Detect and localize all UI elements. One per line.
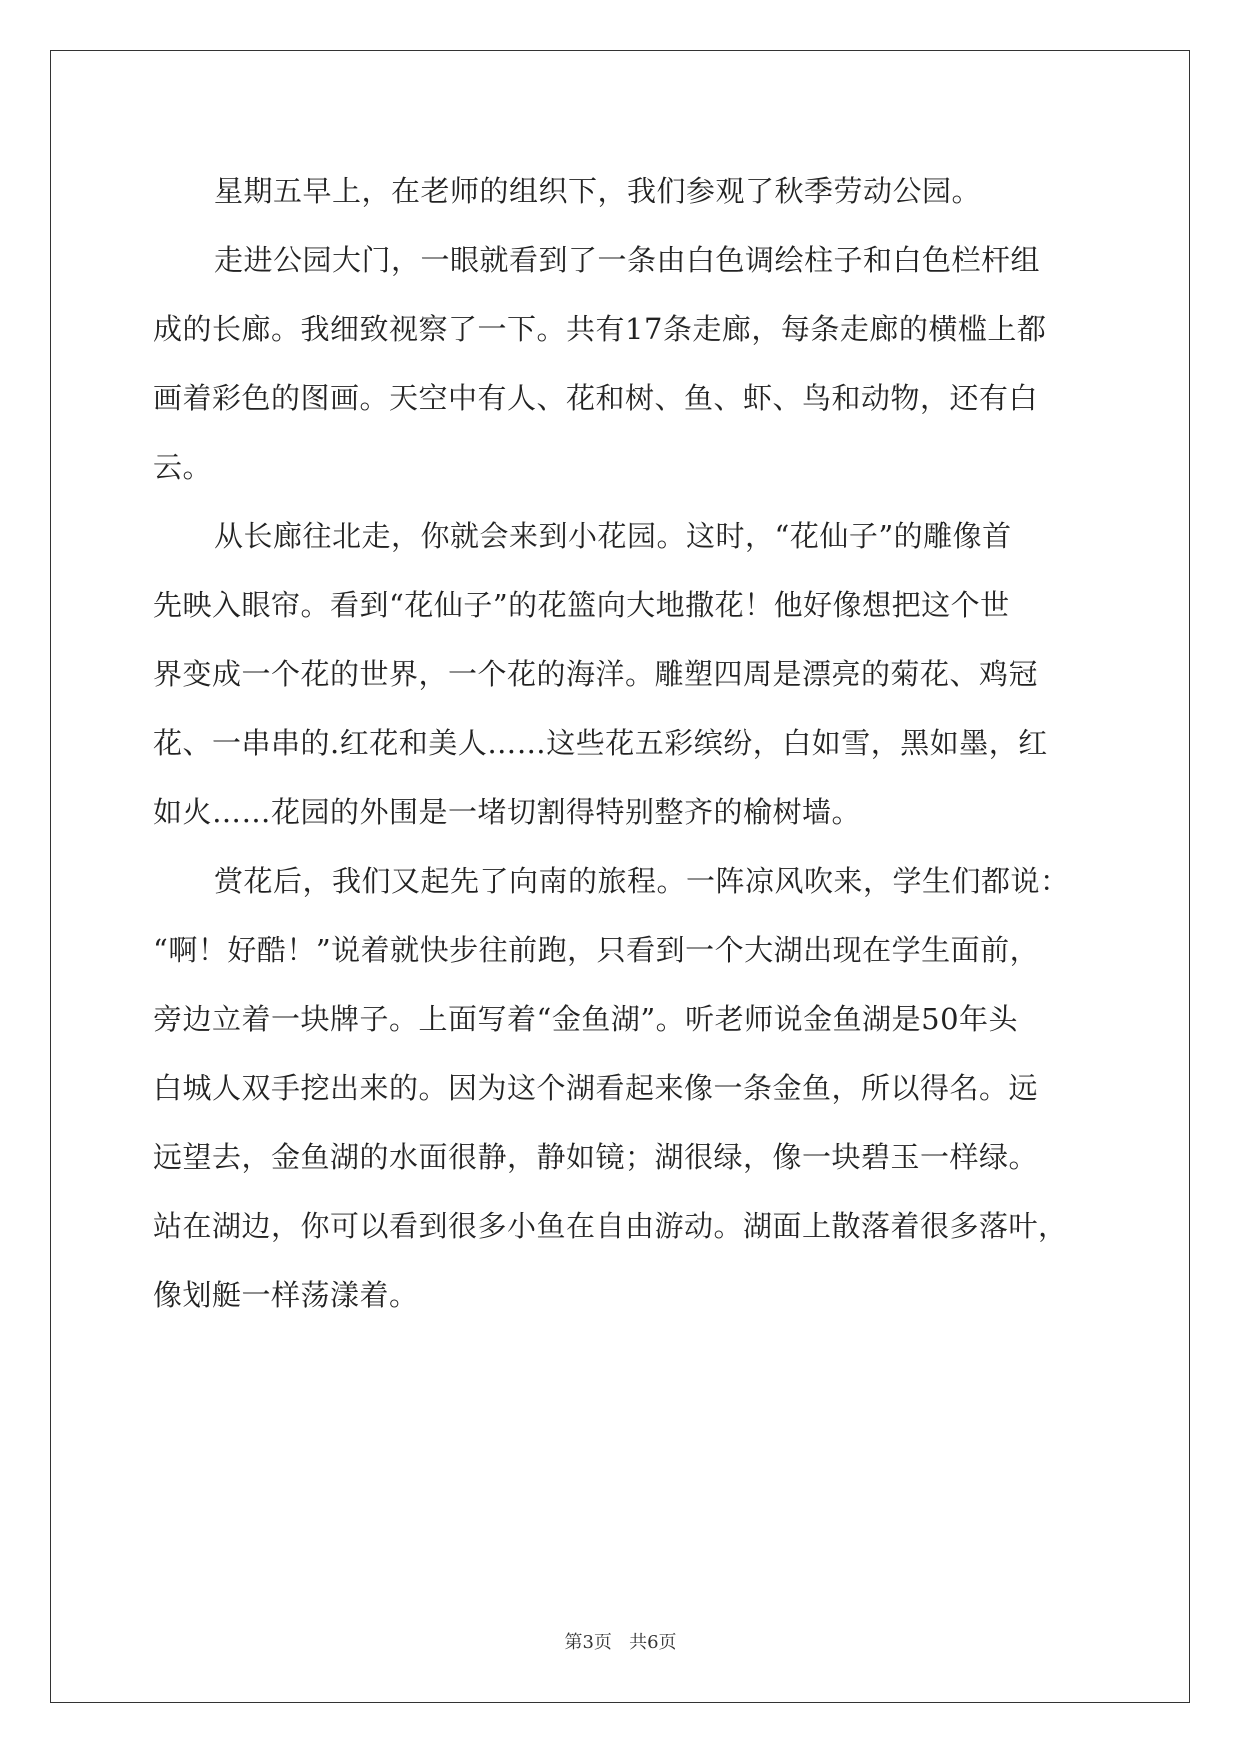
text-line: 花、一串串的.红花和美人……这些花五彩缤纷，白如雪，黑如墨，红: [153, 726, 1048, 760]
text-line: 成的长廊。我细致视察了一下。共有17条走廊，每条走廊的横槛上都: [153, 312, 1047, 346]
text-line: 如火……花园的外围是一堵切割得特别整齐的榆树墙。: [153, 795, 862, 829]
text-line: 站在湖边，你可以看到很多小鱼在自由游动。湖面上散落着很多落叶，: [153, 1209, 1068, 1243]
text-line: 星期五早上，在老师的组织下，我们参观了秋季劳动公园。: [214, 174, 982, 208]
text-line: “啊！好酷！”说着就快步往前跑，只看到一个大湖出现在学生面前，: [153, 933, 1040, 967]
text-line: 从长廊往北走，你就会来到小花园。这时，“花仙子”的雕像首: [214, 519, 1012, 553]
text-line: 像划艇一样荡漾着。: [153, 1278, 419, 1312]
text-line: 云。: [153, 450, 213, 484]
page-number: 第3页 共6页: [564, 1632, 677, 1653]
text-line: 远望去，金鱼湖的水面很静，静如镜；湖很绿，像一块碧玉一样绿。: [153, 1140, 1039, 1174]
text-line: 旁边立着一块牌子。上面写着“金鱼湖”。听老师说金鱼湖是50年头: [153, 1002, 1019, 1036]
text-line: 赏花后，我们又起先了向南的旅程。一阵凉风吹来，学生们都说：: [214, 864, 1070, 898]
text-line: 画着彩色的图画。天空中有人、花和树、鱼、虾、鸟和动物，还有白: [153, 381, 1039, 415]
text-line: 走进公园大门，一眼就看到了一条由白色调绘柱子和白色栏杆组: [214, 243, 1041, 277]
text-line: 白城人双手挖出来的。因为这个湖看起来像一条金鱼，所以得名。远: [153, 1071, 1039, 1105]
text-line: 先映入眼帘。看到“花仙子”的花篮向大地撒花！他好像想把这个世: [153, 588, 1010, 622]
text-line: 界变成一个花的世界，一个花的海洋。雕塑四周是漂亮的菊花、鸡冠: [153, 657, 1039, 691]
